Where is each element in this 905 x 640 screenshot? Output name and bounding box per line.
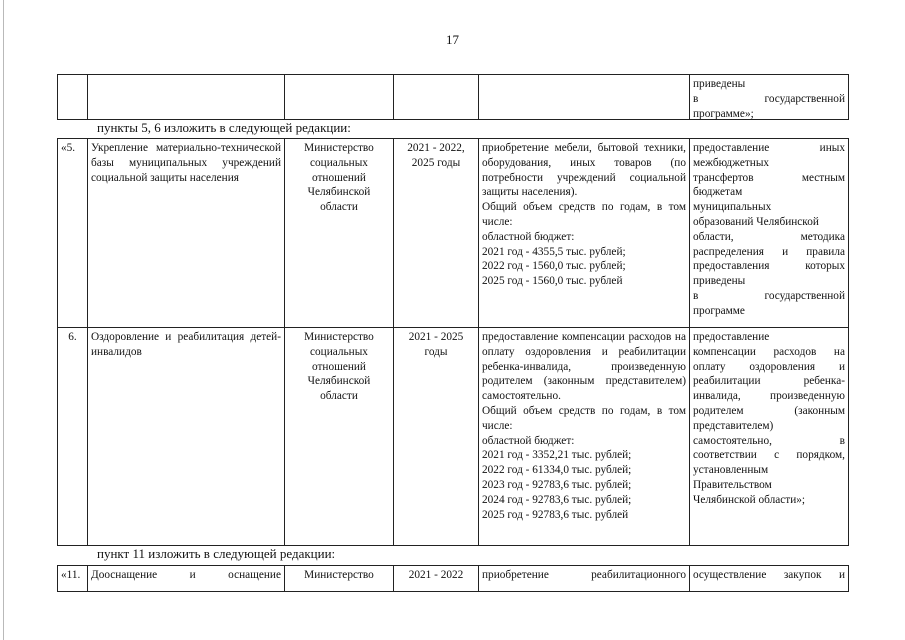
executor-cell: Министерство социальных отношений Челябинской области [304,142,374,214]
mechanism-cell: осуществление закупок и [693,569,845,581]
description-cell: приобретение реабилитационного [482,569,686,581]
mechanism-cell: предоставление иных межбюджетных трансфертов местным бюджетам муниципальных образований Челябинской области, методика распределения и правила предоставления которых приведены в государственной программе [693,142,845,317]
top-table-fragment [57,74,849,120]
executor-cell: Министерство [304,569,374,581]
description-cell: предоставление компенсации расходов на оплату оздоровления и реабилитации ребенка-инвалида, произведенную родителем (законным представителем) самостоятельно. Общий объем средств по годам, в том числе: областной бюджет: 2021 год - 3352,21 тыс. рублей; 2022 год - 61334,0 тыс. рублей; 2023 год - 92783,6 тыс. рублей; 2024 год - 92783,6 тыс. рублей; 2025 год - 92783,6 тыс. рублей [482,331,686,521]
period-cell: 2021 - 2022, 2025 годы [407,142,465,169]
measure-name: Дооснащение и оснащение [91,569,281,581]
row-number: 6. [68,331,77,343]
table-row-6 [58,328,848,545]
row-number: «11. [61,569,81,581]
instruction-items-5-6: пункты 5, 6 изложить в следующей редакции: [97,120,351,135]
page-number: 17 [446,32,459,47]
executor-cell: Министерство социальных отношений Челябинской области [304,331,374,403]
table-row-5 [58,139,848,328]
row-number: «5. [61,142,76,154]
description-cell: приобретение мебели, бытовой техники, оборудования, иных товаров (по потребности учреждений социальной защиты населения). Общий объем средств по годам, в том числе: областной бюджет: 2021 год - 4355,5 тыс. рублей; 2022 год - 1560,0 тыс. рублей; 2025 год - 1560,0 тыс. рублей [482,142,686,288]
measure-name: Укрепление материально-технической базы муниципальных учреждений социальной защиты населения [91,142,281,184]
main-table [57,138,849,546]
period-cell: 2021 - 2022 [408,569,464,581]
top-mechanism-cell: приведены в государственной программе»; [693,78,845,119]
page-edge-line [3,0,4,640]
mechanism-cell: предоставление компенсации расходов на оплату оздоровления и реабилитации ребенка- инвалида, произведенную родителем (законным представителем) самостоятельно, в соответствии с порядком, установленным Правительством Челябинской области»; [693,331,845,506]
period-cell: 2021 - 2025 годы [408,331,464,358]
table-row-11 [57,565,849,592]
instruction-item-11: пункт 11 изложить в следующей редакции: [97,546,336,561]
measure-name: Оздоровление и реабилитация детей-инвалидов [91,331,281,358]
